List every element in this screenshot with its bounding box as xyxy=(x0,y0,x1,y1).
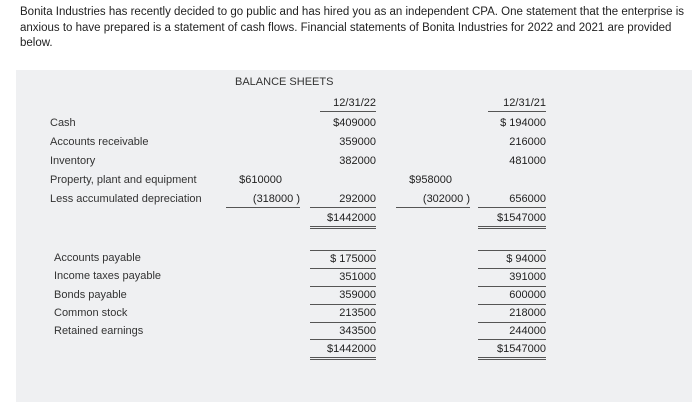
row-label-taxes: Income taxes payable xyxy=(54,270,162,282)
accdep-2021: (302000 ) xyxy=(396,192,470,208)
row-label-inventory: Inventory xyxy=(50,155,96,167)
stock-2022: 213500 xyxy=(310,304,376,320)
table-heading: BALANCE SHEETS xyxy=(235,76,334,88)
re-2021: 244000 xyxy=(478,322,546,340)
bonds-2022: 359000 xyxy=(310,286,376,302)
date-2021: 12/31/21 xyxy=(488,96,546,112)
accdep-2022: (318000 ) xyxy=(226,192,300,208)
stock-2021: 218000 xyxy=(478,304,546,320)
taxes-2022: 351000 xyxy=(310,268,376,284)
ppe-gross-2021: $958000 xyxy=(409,174,452,186)
re-2022: 343500 xyxy=(310,322,376,340)
problem-intro: Bonita Industries has recently decided to go public and has hired you as an independent CPA. One statement that the enterprise is anxious to have prepared is a statement of cash flows. Financial statements of Bonita Industries for 2022 and 2021 are provided below. xyxy=(20,6,685,49)
cash-2022: $409000 xyxy=(333,117,376,129)
balance-sheet-table xyxy=(16,70,692,402)
ap-2021: $ 94000 xyxy=(478,250,546,266)
ar-2021: 216000 xyxy=(509,136,546,148)
row-label-cash: Cash xyxy=(50,117,76,129)
ppe-net-2021: 656000 xyxy=(478,192,546,208)
row-label-ppe: Property, plant and equipment xyxy=(50,174,197,186)
taxes-2021: 391000 xyxy=(478,268,546,284)
ar-2022: 359000 xyxy=(339,136,376,148)
row-label-ar: Accounts receivable xyxy=(50,136,149,148)
ppe-gross-2022: $610000 xyxy=(239,174,282,186)
row-label-ap: Accounts payable xyxy=(54,252,141,264)
bonds-2021: 600000 xyxy=(478,286,546,302)
inventory-2022: 382000 xyxy=(339,155,376,167)
row-label-stock: Common stock xyxy=(54,307,128,319)
inventory-2021: 481000 xyxy=(509,155,546,167)
ap-2022: $ 175000 xyxy=(310,250,376,266)
total-assets-2021: $1547000 xyxy=(478,211,546,229)
total-liabilities-equity-2021: $1547000 xyxy=(478,342,546,360)
row-label-re: Retained earnings xyxy=(54,325,144,337)
ppe-net-2022: 292000 xyxy=(310,192,376,208)
cash-2021: $ 194000 xyxy=(500,117,546,129)
row-label-bonds: Bonds payable xyxy=(54,289,127,301)
row-label-accdep: Less accumulated depreciation xyxy=(50,193,202,205)
date-2022: 12/31/22 xyxy=(320,96,376,112)
total-assets-2022: $1442000 xyxy=(310,211,376,229)
total-liabilities-equity-2022: $1442000 xyxy=(310,342,376,360)
